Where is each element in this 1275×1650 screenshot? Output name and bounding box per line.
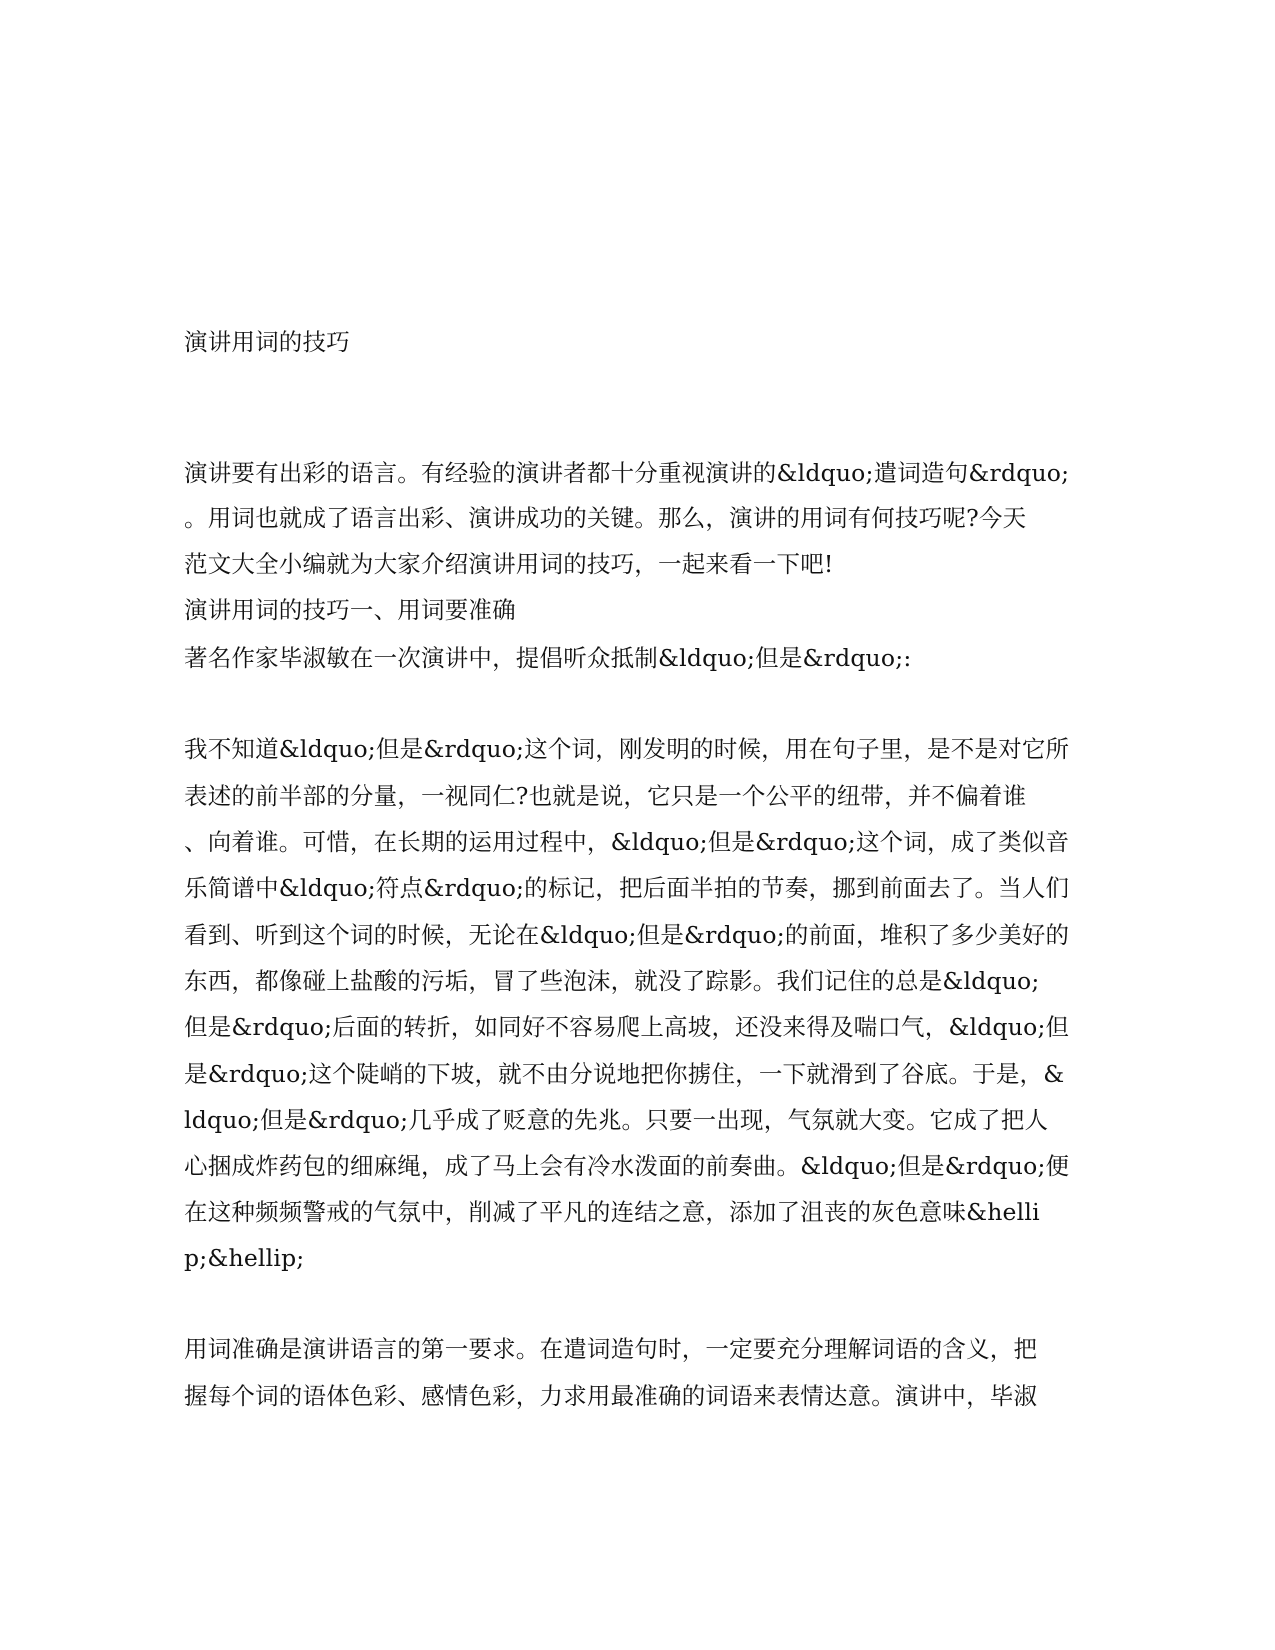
text-line: ldquo;但是&rdquo;几乎成了贬意的先兆。只要一出现，气氛就大变。它成了把人 (184, 1106, 1049, 1134)
text-line: 著名作家毕淑敏在一次演讲中，提倡听众抵制&ldquo;但是&rdquo;: (184, 644, 912, 672)
text-line: 握每个词的语体色彩、感情色彩，力求用最准确的词语来表情达意。演讲中，毕淑 (184, 1382, 1038, 1410)
text-line: 乐简谱中&ldquo;符点&rdquo;的标记，把后面半拍的节奏，挪到前面去了。当人们 (184, 874, 1070, 902)
text-line: 是&rdquo;这个陡峭的下坡，就不由分说地把你掳住，一下就滑到了谷底。于是，& (184, 1060, 1065, 1088)
text-line: 用词准确是演讲语言的第一要求。在遣词造句时，一定要充分理解词语的含义，把 (184, 1335, 1038, 1363)
text-line: 看到、听到这个词的时候，无论在&ldquo;但是&rdquo;的前面，堆积了多少美好的 (184, 921, 1070, 949)
text-line: 心捆成炸药包的细麻绳，成了马上会有冷水泼面的前奏曲。&ldquo;但是&rdquo;便 (184, 1152, 1070, 1180)
text-line: 我不知道&ldquo;但是&rdquo;这个词，刚发明的时候，用在句子里，是不是对它所 (184, 735, 1070, 763)
text-line: 演讲要有出彩的语言。有经验的演讲者都十分重视演讲的&ldquo;遣词造句&rdquo; (184, 459, 1070, 487)
document-title: 演讲用词的技巧 (184, 328, 350, 356)
text-line: 表述的前半部的分量，一视同仁?也就是说，它只是一个公平的纽带，并不偏着谁 (184, 782, 1027, 810)
section-heading: 演讲用词的技巧一、用词要准确 (184, 596, 516, 624)
text-line: 。用词也就成了语言出彩、演讲成功的关键。那么，演讲的用词有何技巧呢?今天 (184, 504, 1027, 532)
text-line: 范文大全小编就为大家介绍演讲用词的技巧，一起来看一下吧! (184, 550, 834, 578)
text-line: 、向着谁。可惜，在长期的运用过程中，&ldquo;但是&rdquo;这个词，成了类似音 (184, 828, 1070, 856)
text-line: 但是&rdquo;后面的转折，如同好不容易爬上高坡，还没来得及喘口气，&ldquo;但 (184, 1013, 1070, 1041)
text-line: 在这种频频警戒的气氛中，削减了平凡的连结之意，添加了沮丧的灰色意味&helli (184, 1198, 1040, 1226)
text-line: p;&hellip; (184, 1244, 305, 1272)
text-line: 东西，都像碰上盐酸的污垢，冒了些泡沫，就没了踪影。我们记住的总是&ldquo; (184, 967, 1040, 995)
